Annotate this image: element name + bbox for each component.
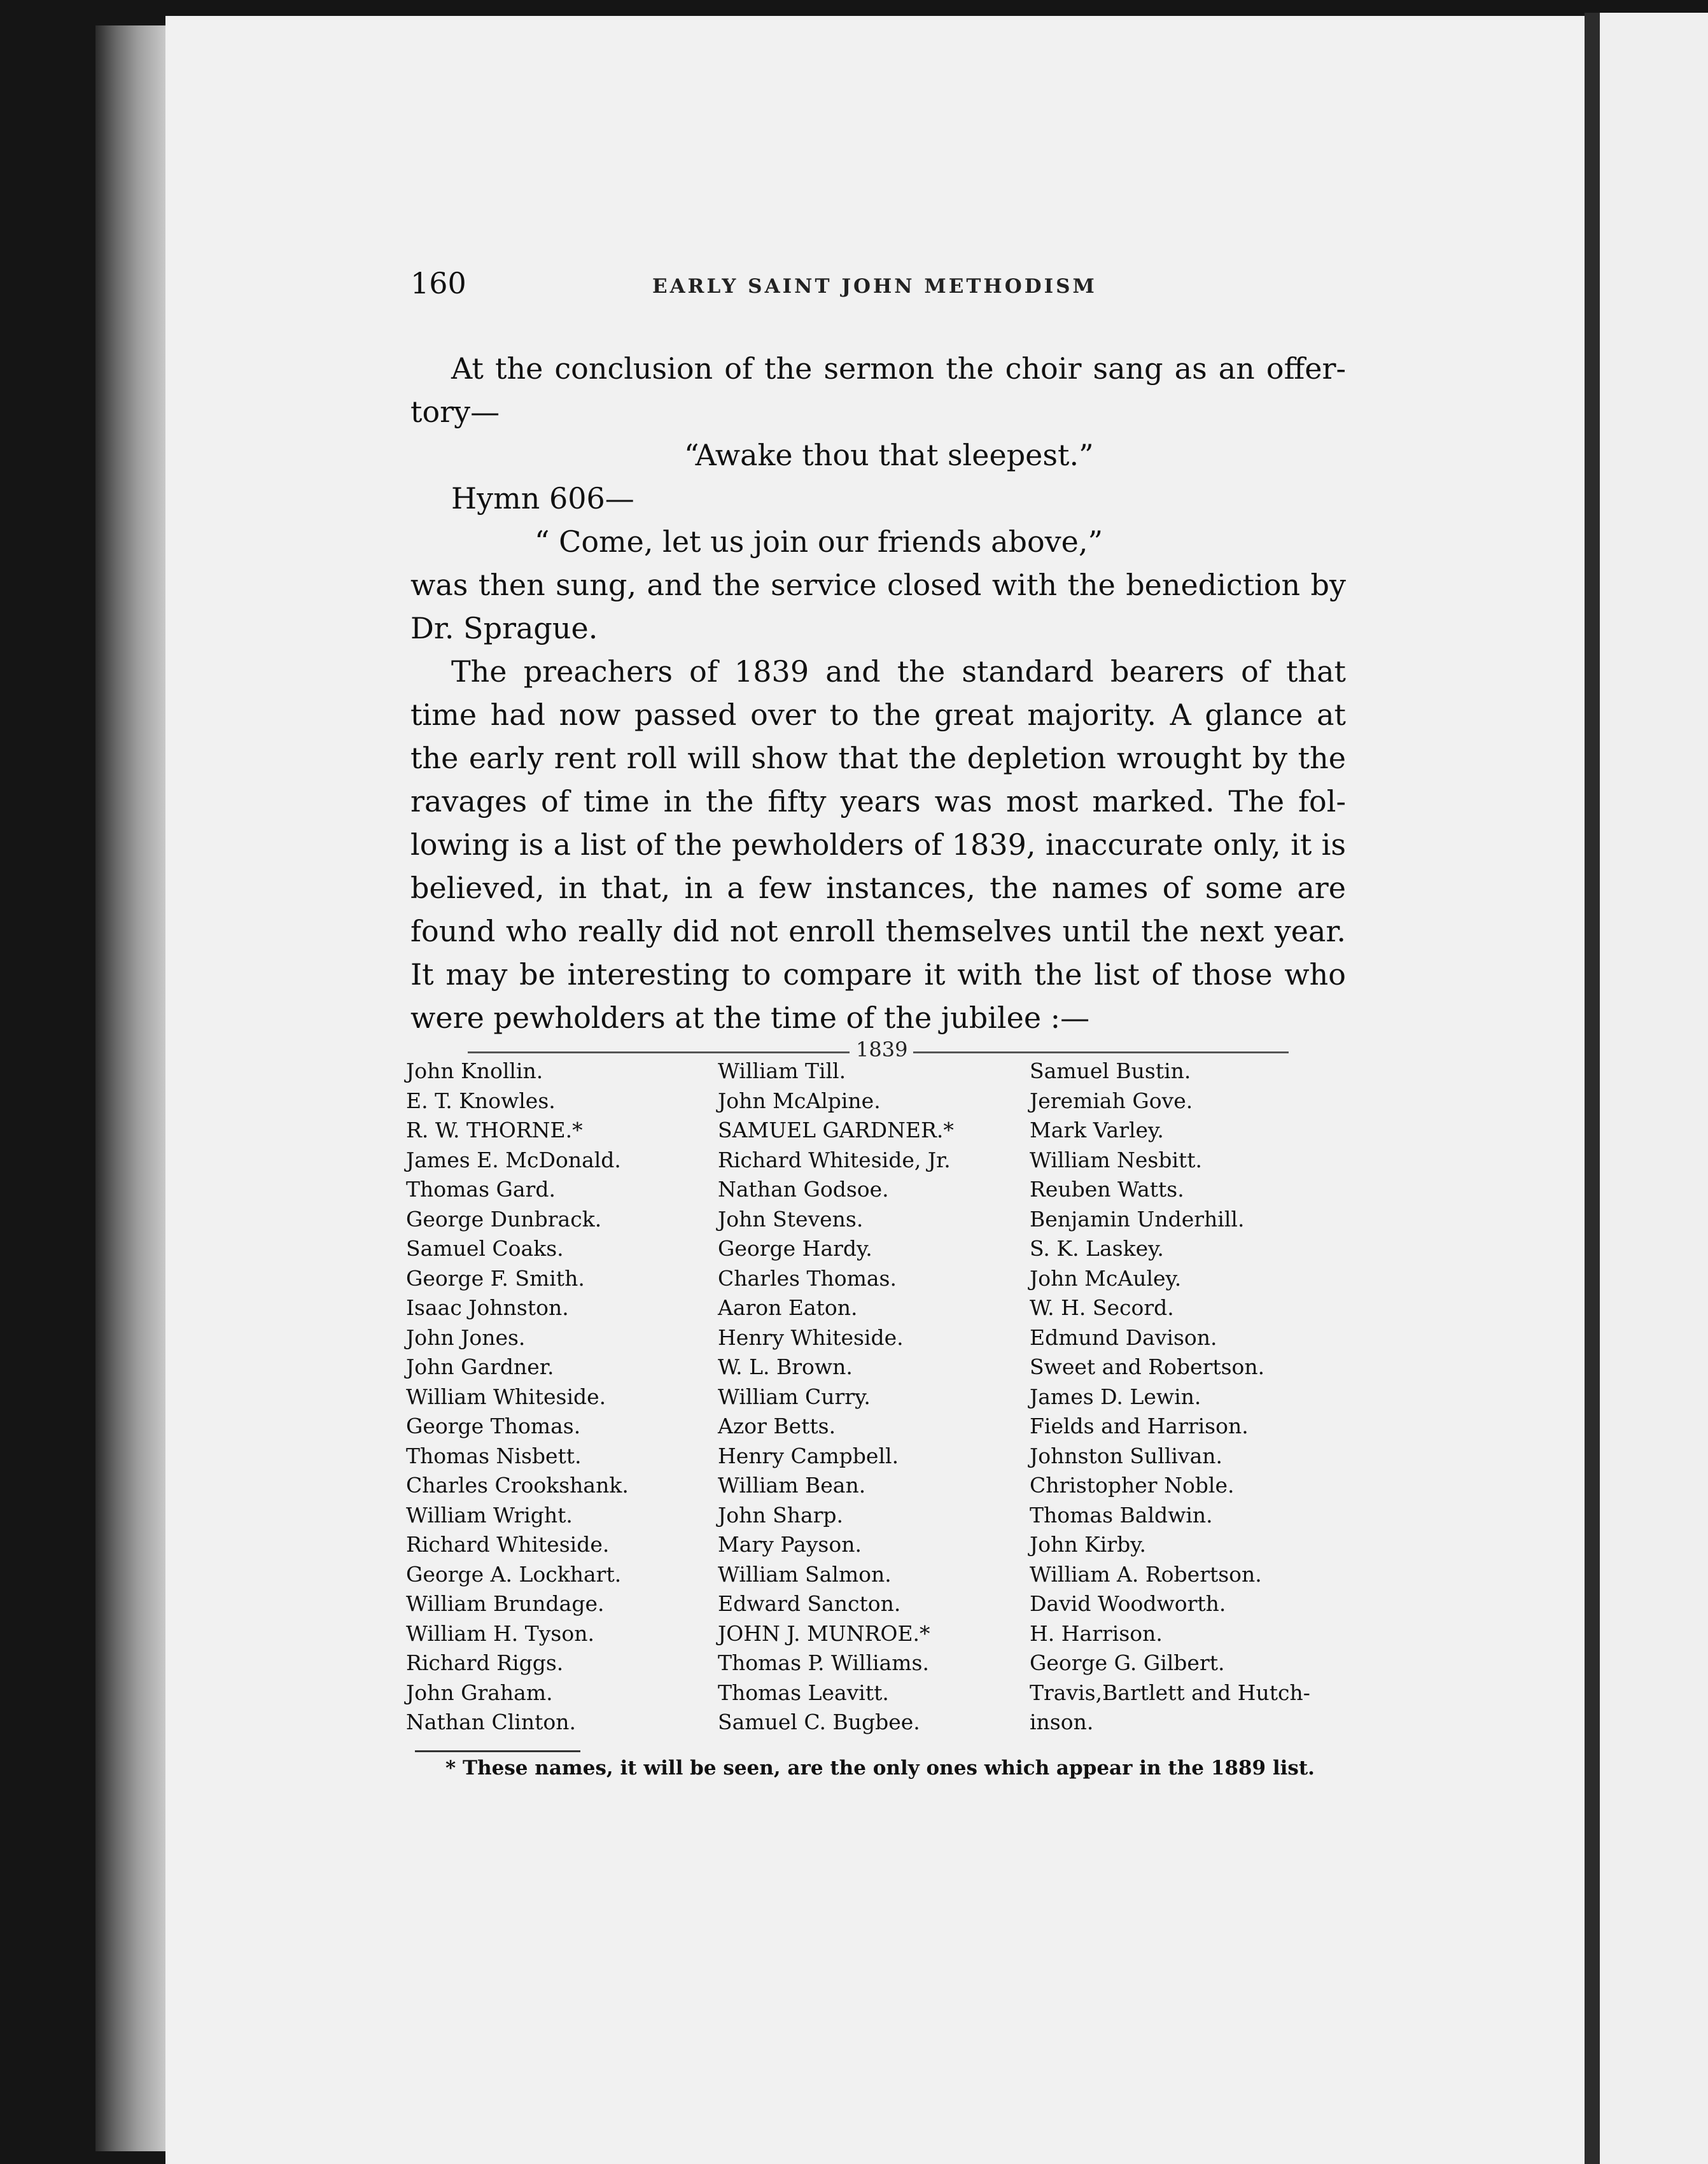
list-item: JOHN J. MUNROE.* — [718, 1620, 930, 1646]
paragraph-offertory: At the conclusion of the sermon the choir sang as an offer-tory— — [410, 351, 1346, 429]
footnote-rule — [415, 1750, 580, 1752]
list-item: John Gardner. — [406, 1354, 554, 1379]
list-item: Aaron Eaton. — [718, 1295, 858, 1320]
list-item: William Wright. — [406, 1502, 573, 1528]
heading-rule-left — [468, 1051, 850, 1053]
list-item: Henry Campbell. — [718, 1443, 899, 1468]
list-item: David Woodworth. — [1030, 1591, 1226, 1616]
list-item: H. Harrison. — [1030, 1620, 1163, 1646]
list-item: William Salmon. — [718, 1561, 892, 1587]
list-item: William Whiteside. — [406, 1384, 606, 1409]
list-item: R. W. THORNE.* — [406, 1118, 583, 1142]
list-item: William Till. — [718, 1058, 846, 1083]
list-item: Fields and Harrison. — [1030, 1414, 1249, 1438]
paragraph-pewholders: The preachers of 1839 and the standard bearers of that time had now passed over to the great majority. A glance at the early rent roll will show that the depletion wrought by the ravages of time in the fifty years was most marked. The fol-lowing is a list of the pewholders of 1839, inaccurate only, it is believed, in that, in a few instances, the names of some are found who really did not enroll themselves until the next year. It may be interesting to compare it with the list of those who were pewholders at the time of the jubilee :— — [410, 654, 1346, 1035]
list-item: Mark Varley. — [1030, 1118, 1164, 1142]
list-item: Charles Crookshank. — [406, 1473, 629, 1498]
list-item: John Graham. — [406, 1680, 553, 1705]
list-item: Thomas P. Williams. — [718, 1650, 929, 1675]
list-item: W. H. Secord. — [1030, 1295, 1174, 1320]
list-item: Nathan Clinton. — [406, 1710, 576, 1734]
hymn-number: Hymn 606— — [451, 481, 634, 516]
list-item: S. K. Laskey. — [1030, 1236, 1164, 1261]
list-item: W. L. Brown. — [718, 1354, 853, 1379]
list-item: George Thomas. — [406, 1414, 581, 1438]
list-item: John McAuley. — [1030, 1265, 1182, 1291]
quote-come: “ Come, let us join our friends above,” — [535, 524, 1103, 559]
list-column-1 — [406, 1057, 724, 1738]
list-item: William Curry. — [718, 1384, 871, 1409]
gutter-shadow — [1585, 13, 1600, 2164]
facing-page-edge — [1600, 13, 1708, 2164]
list-item: James E. McDonald. — [406, 1147, 621, 1172]
list-item: George A. Lockhart. — [406, 1561, 622, 1587]
list-item: Samuel C. Bugbee. — [718, 1710, 920, 1734]
list-item: Edward Sancton. — [718, 1591, 901, 1616]
list-item: Isaac Johnston. — [406, 1295, 569, 1320]
list-item: Thomas Nisbett. — [406, 1443, 582, 1468]
list-item: William Nesbitt. — [1030, 1147, 1203, 1172]
page-number: 160 — [410, 266, 466, 300]
list-item: inson. — [1030, 1710, 1094, 1734]
list-item: Samuel Bustin. — [1030, 1058, 1191, 1083]
list-column-2 — [718, 1057, 1036, 1738]
list-item: Richard Riggs. — [406, 1650, 564, 1675]
list-item: Thomas Gard. — [406, 1177, 556, 1202]
list-item: George G. Gilbert. — [1030, 1650, 1225, 1675]
list-item: John McAlpine. — [718, 1088, 881, 1113]
list-item: Jeremiah Gove. — [1030, 1088, 1193, 1113]
list-item: William Bean. — [718, 1473, 866, 1498]
list-item: Travis,Bartlett and Hutch- — [1030, 1680, 1310, 1705]
book-page-edges — [95, 25, 165, 2151]
list-item: Benjamin Underhill. — [1030, 1206, 1245, 1232]
list-item: Azor Betts. — [718, 1414, 836, 1438]
list-item: Thomas Baldwin. — [1030, 1502, 1213, 1528]
list-column-3 — [1030, 1057, 1348, 1738]
list-item: Richard Whiteside. — [406, 1532, 610, 1557]
list-item: Sweet and Robertson. — [1030, 1354, 1265, 1379]
list-item: Nathan Godsoe. — [718, 1177, 889, 1202]
list-item: Reuben Watts. — [1030, 1177, 1184, 1202]
list-item: Samuel Coaks. — [406, 1236, 564, 1261]
pewholder-list — [406, 1057, 1348, 1744]
list-item: George F. Smith. — [406, 1265, 585, 1291]
running-title: EARLY SAINT JOHN METHODISM — [652, 275, 1097, 298]
list-item: Mary Payson. — [718, 1532, 862, 1557]
list-item: SAMUEL GARDNER.* — [718, 1118, 954, 1142]
heading-rule-right — [913, 1051, 1289, 1053]
list-item: Edmund Davison. — [1030, 1324, 1217, 1350]
list-item: William Brundage. — [406, 1591, 605, 1616]
list-item: Henry Whiteside. — [718, 1324, 904, 1350]
list-item: John Knollin. — [406, 1058, 543, 1083]
list-item: John Jones. — [406, 1324, 526, 1350]
list-item: William A. Robertson. — [1030, 1561, 1262, 1587]
body-text — [410, 347, 1346, 1039]
footnote: * These names, it will be seen, are the only ones which appear in the 1889 list. — [445, 1757, 1315, 1780]
list-item: Christopher Noble. — [1030, 1473, 1235, 1498]
list-item: Thomas Leavitt. — [718, 1680, 889, 1705]
list-item: John Kirby. — [1030, 1532, 1146, 1557]
list-item: Charles Thomas. — [718, 1265, 897, 1291]
list-item: William H. Tyson. — [406, 1620, 594, 1646]
list-item: George Dunbrack. — [406, 1206, 602, 1232]
list-item: Johnston Sullivan. — [1030, 1443, 1222, 1468]
quote-awake: “Awake thou that sleepest.” — [684, 438, 1094, 472]
list-item: John Sharp. — [718, 1502, 844, 1528]
list-item: E. T. Knowles. — [406, 1088, 556, 1113]
running-head — [410, 266, 1346, 304]
list-item: John Stevens. — [718, 1206, 864, 1232]
list-item: James D. Lewin. — [1030, 1384, 1201, 1409]
list-item: George Hardy. — [718, 1236, 872, 1261]
list-item: Richard Whiteside, Jr. — [718, 1147, 951, 1172]
list-year: 1839 — [856, 1037, 908, 1062]
paragraph-benediction: was then sung, and the service closed with the benediction by Dr. Sprague. — [410, 568, 1346, 645]
